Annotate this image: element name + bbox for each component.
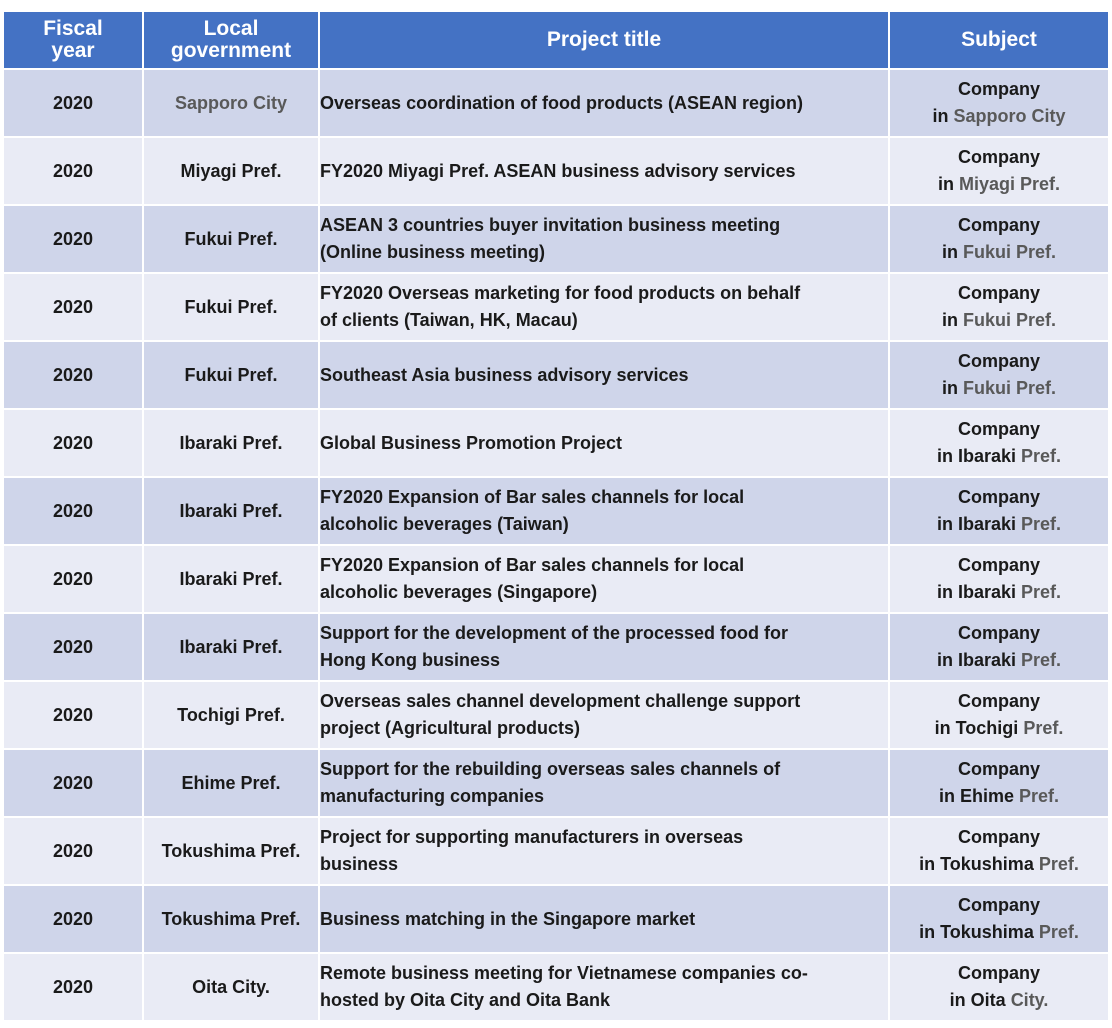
cell-local-government: Miyagi Pref. [143,137,319,205]
subject-place: Ibaraki [957,650,1016,670]
subject-company: Company [957,555,1040,575]
table-row [3,817,1109,885]
subject-company: Company [957,691,1040,711]
project-title-line1: ASEAN 3 countries buyer invitation business meeting [320,215,781,235]
subject-place-muted: Pref. [1021,650,1062,670]
subject-in: in [941,242,958,262]
subject-company: Company [957,963,1040,983]
cell-local-government: Fukui Pref. [143,205,319,273]
subject-company: Company [957,79,1040,99]
subject-in: in [919,922,936,942]
subject-company: Company [957,759,1040,779]
header-fiscal-year-line1: Fiscal [43,17,103,40]
project-title-line2: hosted by Oita City and Oita Bank [320,990,611,1010]
subject-company: Company [957,827,1040,847]
subject-place: Ibaraki [957,582,1016,602]
subject-company: Company [957,895,1040,915]
subject-location [890,647,1108,674]
cell-project-title [319,681,889,749]
project-title-line1: Project for supporting manufacturers in overseas [320,827,744,847]
cell-subject [889,545,1109,613]
subject-place: Tokushima [940,922,1034,942]
project-title-line2: of clients (Taiwan, HK, Macau) [320,310,578,330]
project-title-line1: FY2020 Overseas marketing for food products on behalf [320,283,801,303]
cell-local-government: Tokushima Pref. [143,817,319,885]
subject-location [890,103,1108,130]
table-row [3,613,1109,681]
header-local-government-line1: Local [203,17,259,40]
cell-local-government: Ibaraki Pref. [143,545,319,613]
subject-location [890,919,1108,946]
cell-fiscal-year: 2020 [3,885,143,953]
cell-subject [889,749,1109,817]
cell-project-title [319,545,889,613]
table-row [3,885,1109,953]
subject-place-muted: Pref. [1021,582,1062,602]
subject-company: Company [957,283,1040,303]
cell-local-government: Fukui Pref. [143,341,319,409]
project-title-line2: alcoholic beverages (Taiwan) [320,514,569,534]
project-title-line1: Remote business meeting for Vietnamese companies co- [320,963,808,983]
subject-location [890,239,1108,266]
subject-location [890,783,1108,810]
cell-fiscal-year: 2020 [3,409,143,477]
cell-local-government: Tokushima Pref. [143,885,319,953]
project-title-line2: manufacturing companies [320,786,545,806]
subject-location [890,851,1108,878]
cell-local-government: Fukui Pref. [143,273,319,341]
cell-fiscal-year: 2020 [3,477,143,545]
subject-place-muted: Fukui Pref. [963,378,1057,398]
cell-local-government: Ibaraki Pref. [143,613,319,681]
cell-project-title [319,477,889,545]
subject-in: in [932,106,949,126]
header-local-government [143,11,319,69]
subject-location [890,307,1108,334]
cell-project-title [319,409,889,477]
table-row [3,477,1109,545]
cell-project-title [319,749,889,817]
subject-place-muted: Pref. [1023,718,1064,738]
cell-fiscal-year: 2020 [3,817,143,885]
project-title-line1: Overseas coordination of food products (ASEAN region) [320,92,804,113]
table-row [3,273,1109,341]
subject-company: Company [957,419,1040,439]
table-row [3,681,1109,749]
table-row [3,953,1109,1021]
cell-local-government: Ibaraki Pref. [143,477,319,545]
cell-fiscal-year: 2020 [3,341,143,409]
subject-location [890,375,1108,402]
subject-location [890,171,1108,198]
project-title-line2: alcoholic beverages (Singapore) [320,582,598,602]
cell-subject [889,409,1109,477]
subject-in: in [919,854,936,874]
table-row [3,137,1109,205]
cell-project-title [319,137,889,205]
cell-project-title [319,341,889,409]
cell-fiscal-year: 2020 [3,749,143,817]
header-row [3,11,1109,69]
cell-subject [889,477,1109,545]
subject-place-muted: Pref. [1038,922,1079,942]
table-row [3,409,1109,477]
subject-place-muted: Pref. [1019,786,1060,806]
cell-project-title [319,817,889,885]
cell-subject [889,341,1109,409]
header-local-government-line2: government [170,39,292,62]
cell-local-government: Sapporo City [143,69,319,137]
project-title-line1: Southeast Asia business advisory services [320,364,689,385]
table-body [3,69,1109,1021]
cell-project-title [319,613,889,681]
subject-place-muted: Pref. [1038,854,1079,874]
cell-subject [889,69,1109,137]
subject-in: in [936,446,953,466]
project-title-line1: Overseas sales channel development challenge support [320,691,801,711]
subject-location [890,579,1108,606]
cell-project-title [319,205,889,273]
subject-in: in [937,174,954,194]
project-title-line1: Support for the rebuilding overseas sales channels of [320,759,781,779]
subject-place: Ibaraki [957,514,1016,534]
cell-fiscal-year: 2020 [3,205,143,273]
subject-place-muted: Miyagi Pref. [958,174,1061,194]
subject-place: Oita [970,990,1006,1010]
subject-place-muted: Fukui Pref. [963,310,1057,330]
subject-place: Ehime [959,786,1014,806]
cell-fiscal-year: 2020 [3,273,143,341]
project-title-line2: project (Agricultural products) [320,718,581,738]
cell-local-government: Oita City. [143,953,319,1021]
cell-subject [889,817,1109,885]
subject-place-muted: City. [1010,990,1049,1010]
cell-local-government: Tochigi Pref. [143,681,319,749]
table-row [3,69,1109,137]
header-fiscal-year [3,11,143,69]
project-title-line1: FY2020 Miyagi Pref. ASEAN business advisory services [320,160,796,181]
subject-in: in [934,718,951,738]
table-row [3,205,1109,273]
cell-subject [889,273,1109,341]
subject-in: in [936,582,953,602]
subject-in: in [941,378,958,398]
cell-local-government: Ehime Pref. [143,749,319,817]
cell-project-title [319,69,889,137]
subject-place: Tochigi [955,718,1019,738]
table-row [3,341,1109,409]
subject-in: in [936,514,953,534]
subject-company: Company [957,215,1040,235]
subject-in: in [941,310,958,330]
project-title-line2: Hong Kong business [320,650,500,670]
project-title-line2: (Online business meeting) [320,242,546,262]
cell-fiscal-year: 2020 [3,953,143,1021]
cell-fiscal-year: 2020 [3,613,143,681]
subject-in: in [938,786,955,806]
subject-location [890,511,1108,538]
subject-place-muted: Fukui Pref. [963,242,1057,262]
subject-location [890,715,1108,742]
table-row [3,749,1109,817]
subject-place: Ibaraki [957,446,1016,466]
subject-location [890,987,1108,1014]
cell-fiscal-year: 2020 [3,545,143,613]
project-title-line1: Business matching in the Singapore market [320,908,696,929]
project-title-line1: FY2020 Expansion of Bar sales channels for local [320,487,745,507]
subject-company: Company [957,147,1040,167]
project-title-line1: FY2020 Expansion of Bar sales channels for local [320,555,745,575]
header-project-title: Project title [319,11,889,69]
cell-subject [889,137,1109,205]
subject-place: Tokushima [940,854,1034,874]
subject-place-muted: Pref. [1021,514,1062,534]
cell-project-title [319,885,889,953]
cell-subject [889,681,1109,749]
cell-fiscal-year: 2020 [3,137,143,205]
cell-fiscal-year: 2020 [3,69,143,137]
project-title-line1: Support for the development of the processed food for [320,623,789,643]
cell-subject [889,613,1109,681]
subject-company: Company [957,351,1040,371]
cell-project-title [319,273,889,341]
subject-company: Company [957,623,1040,643]
projects-table [2,10,1110,1022]
subject-place-muted: Pref. [1021,446,1062,466]
project-title-line1: Global Business Promotion Project [320,432,623,453]
cell-subject [889,205,1109,273]
cell-project-title [319,953,889,1021]
subject-in: in [936,650,953,670]
cell-subject [889,953,1109,1021]
subject-company: Company [957,487,1040,507]
subject-in: in [949,990,966,1010]
subject-place-muted: Sapporo City [953,106,1066,126]
cell-fiscal-year: 2020 [3,681,143,749]
header-fiscal-year-line2: year [51,39,95,62]
subject-location [890,443,1108,470]
cell-subject [889,885,1109,953]
header-subject: Subject [889,11,1109,69]
table-row [3,545,1109,613]
project-title-line2: business [320,854,399,874]
cell-local-government: Ibaraki Pref. [143,409,319,477]
